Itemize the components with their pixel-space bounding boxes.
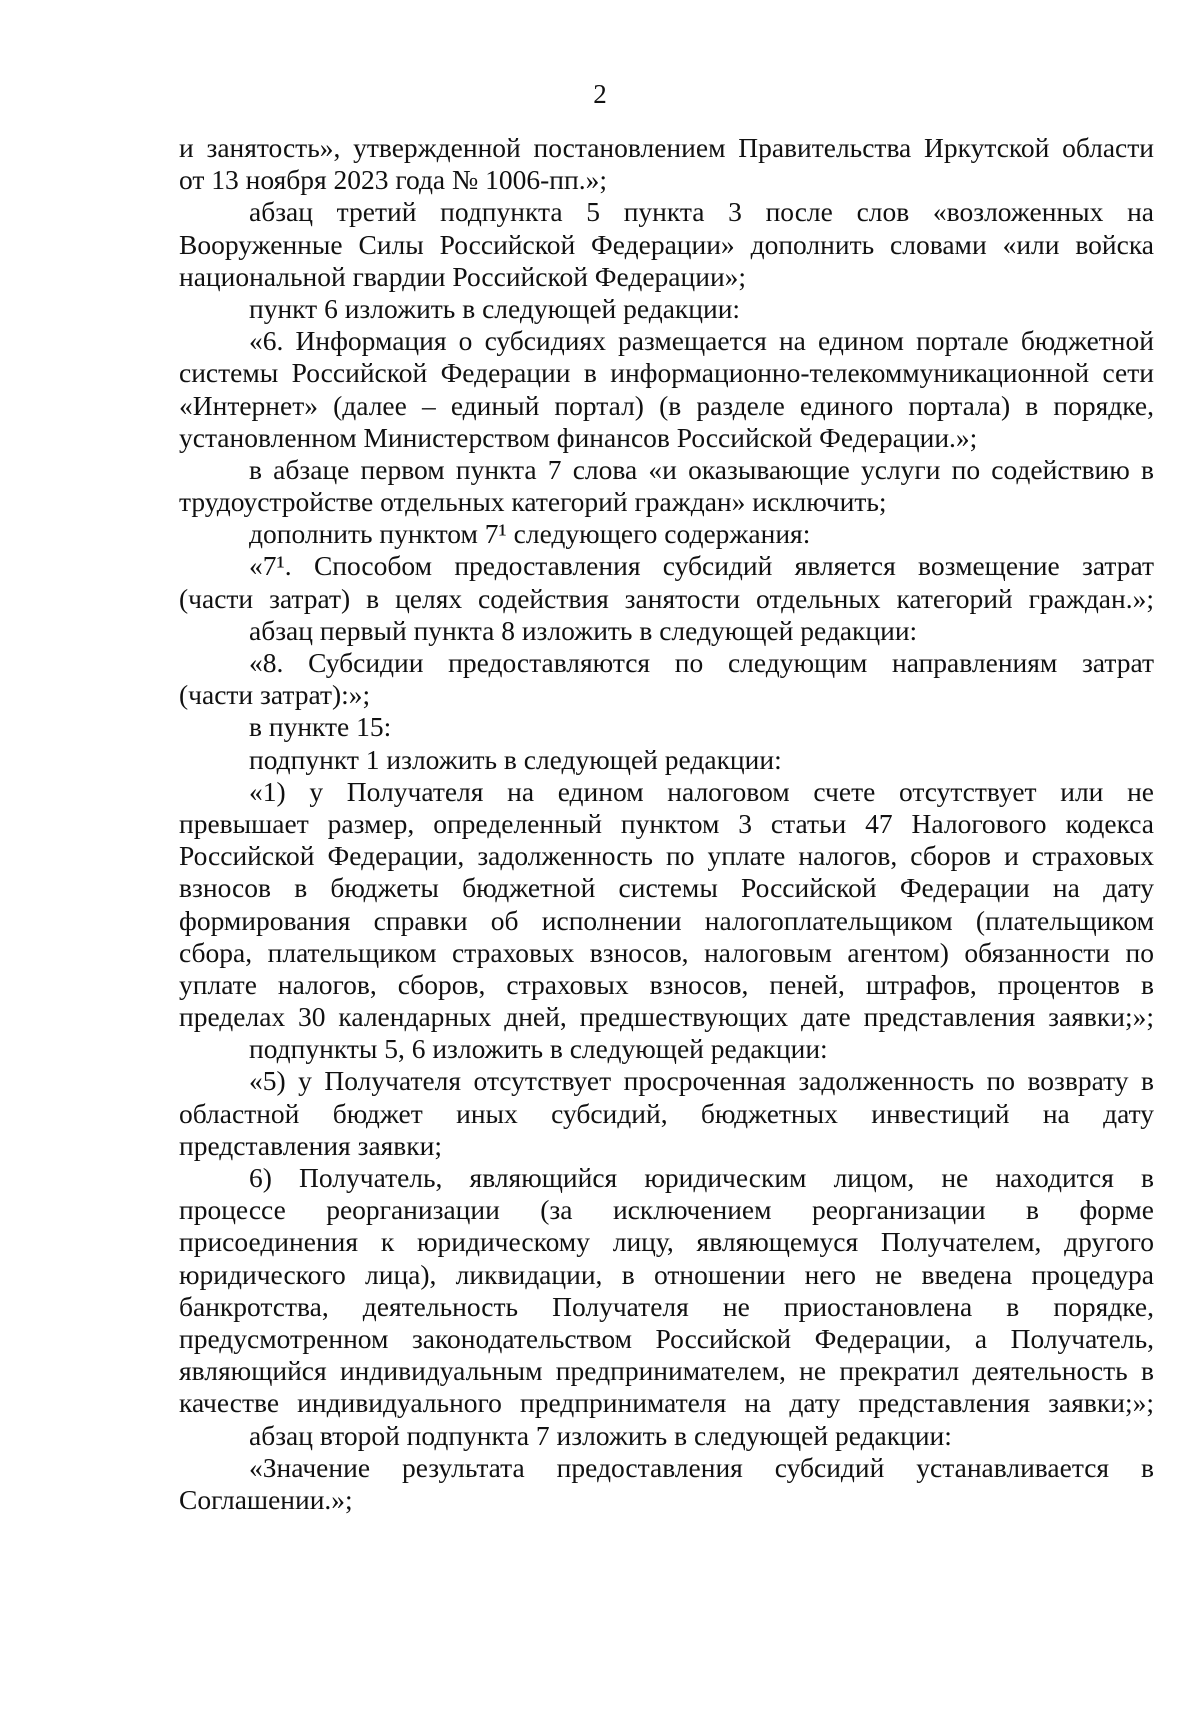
text-line: взносов в бюджеты бюджетной системы Российской Федерации на дату bbox=[179, 872, 1154, 904]
text-line: «Значение результата предоставления субсидий устанавливается в bbox=[249, 1451, 1154, 1483]
text-line: установленном Министерством финансов Российской Федерации.»; bbox=[179, 421, 978, 453]
text-line: в пункте 15: bbox=[249, 711, 392, 743]
text-line: областной бюджет иных субсидий, бюджетных инвестиций на дату bbox=[179, 1097, 1154, 1129]
text-line: 6) Получатель, являющийся юридическим лицом, не находится в bbox=[249, 1162, 1154, 1193]
text-line: подпункты 5, 6 изложить в следующей редакции: bbox=[249, 1033, 828, 1065]
text-line: «Интернет» (далее – единый портал) (в разделе единого портала) в порядке, bbox=[179, 389, 1154, 421]
text-line: Российской Федерации, задолженность по уплате налогов, сборов и страховых bbox=[179, 840, 1154, 872]
text-line: «6. Информация о субсидиях размещается на едином портале бюджетной bbox=[249, 325, 1154, 357]
document-body bbox=[179, 132, 1154, 1516]
text-line: юридического лица), ликвидации, в отношении него не введена процедура bbox=[179, 1258, 1154, 1290]
text-line: Вооруженные Силы Российской Федерации» дополнить словами «или войска bbox=[179, 228, 1154, 260]
text-line: от 13 ноября 2023 года № 1006-пп.»; bbox=[179, 164, 607, 196]
text-line: превышает размер, определенный пунктом 3 статьи 47 Налогового кодекса bbox=[179, 807, 1154, 839]
text-line: уплате налогов, сборов, страховых взносов, пеней, штрафов, процентов в bbox=[179, 968, 1154, 1000]
text-line: (части затрат):»; bbox=[179, 679, 371, 711]
text-line: «8. Субсидии предоставляются по следующим направлениям затрат bbox=[249, 647, 1154, 678]
text-line: (части затрат) в целях содействия занятости отдельных категорий граждан.»; bbox=[179, 582, 1154, 614]
text-line: формирования справки об исполнении налогоплательщиком (плательщиком bbox=[179, 904, 1154, 936]
text-line: и занятость», утвержденной постановлением Правительства Иркутской области bbox=[179, 132, 1154, 163]
text-line: системы Российской Федерации в информационно-телекоммуникационной сети bbox=[179, 357, 1154, 389]
text-line: являющийся индивидуальным предпринимателем, не прекратил деятельность в bbox=[179, 1355, 1154, 1387]
text-line: «1) у Получателя на едином налоговом счете отсутствует или не bbox=[249, 775, 1154, 807]
text-line: в абзаце первом пункта 7 слова «и оказывающие услуги по содействию в bbox=[249, 453, 1154, 485]
page-number: 2 bbox=[593, 79, 607, 109]
text-line: национальной гвардии Российской Федерации»; bbox=[179, 260, 747, 292]
text-line: абзац второй подпункта 7 изложить в следующей редакции: bbox=[249, 1419, 952, 1451]
text-line: пункт 6 изложить в следующей редакции: bbox=[249, 292, 741, 324]
text-line: дополнить пунктом 7¹ следующего содержания: bbox=[249, 518, 811, 550]
text-line: пределах 30 календарных дней, предшествующих дате представления заявки;»; bbox=[179, 1001, 1154, 1033]
text-line: Соглашении.»; bbox=[179, 1483, 353, 1515]
text-line: подпункт 1 изложить в следующей редакции: bbox=[249, 743, 782, 775]
text-line: абзац третий подпункта 5 пункта 3 после слов «возложенных на bbox=[249, 196, 1154, 228]
text-line: абзац первый пункта 8 изложить в следующей редакции: bbox=[249, 614, 918, 646]
text-line: представления заявки; bbox=[179, 1129, 442, 1161]
text-line: «7¹. Способом предоставления субсидий является возмещение затрат bbox=[249, 550, 1154, 582]
text-line: присоединения к юридическому лицу, являющемуся Получателем, другого bbox=[179, 1226, 1154, 1258]
text-line: качестве индивидуального предпринимателя на дату представления заявки;»; bbox=[179, 1387, 1154, 1419]
text-line: «5) у Получателя отсутствует просроченная задолженность по возврату в bbox=[249, 1065, 1154, 1097]
text-line: предусмотренном законодательством Российской Федерации, а Получатель, bbox=[179, 1322, 1154, 1354]
text-line: банкротства, деятельность Получателя не приостановлена в порядке, bbox=[179, 1290, 1154, 1322]
text-line: трудоустройстве отдельных категорий граждан» исключить; bbox=[179, 486, 887, 518]
text-line: сбора, плательщиком страховых взносов, налоговым агентом) обязанности по bbox=[179, 936, 1154, 968]
text-line: процессе реорганизации (за исключением реорганизации в форме bbox=[179, 1194, 1154, 1226]
